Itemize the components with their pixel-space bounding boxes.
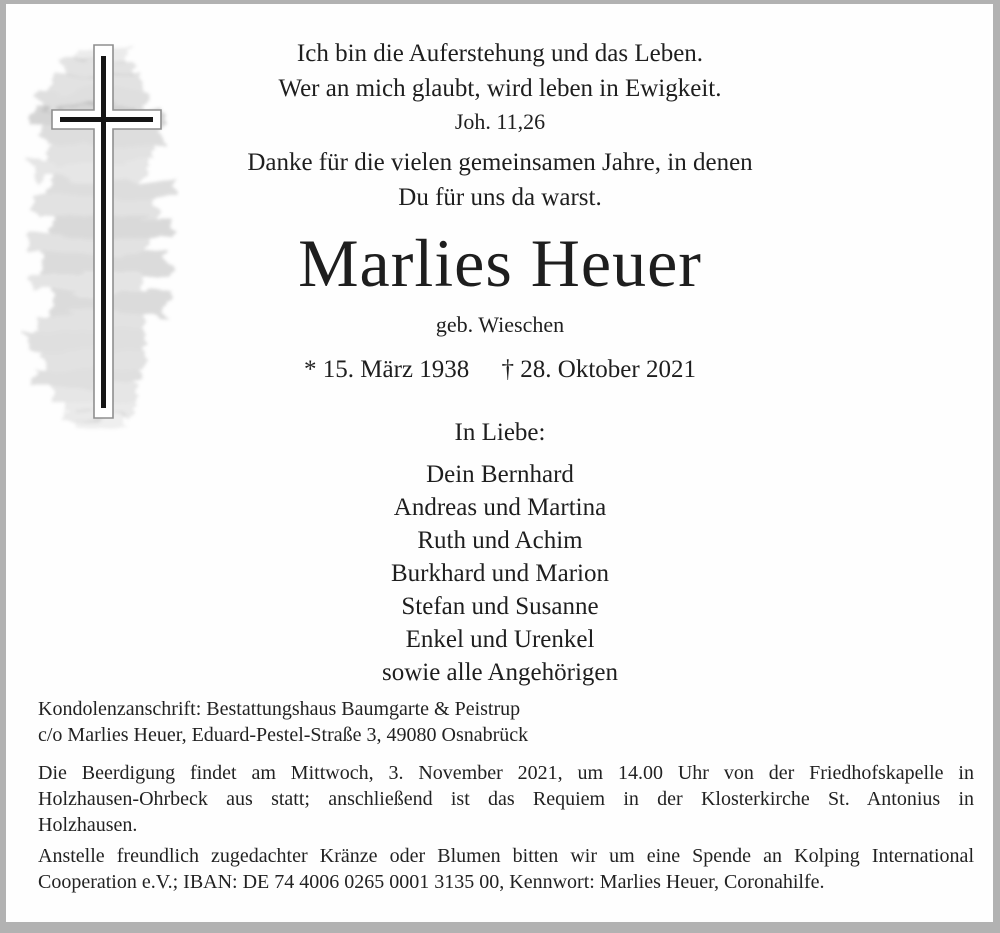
mourners-list bbox=[0, 458, 1000, 689]
scripture-reference: Joh. 11,26 bbox=[454, 109, 546, 134]
mourner-line: Burkhard und Marion bbox=[390, 560, 610, 587]
mourner-line: Stefan und Susanne bbox=[401, 593, 599, 620]
funeral-info-line: Holzhausen-Ohrbeck aus statt; anschließend ist das Requiem in der Klosterkirche St. Antonius in bbox=[38, 788, 974, 810]
gratitude-line: Du für uns da warst. bbox=[398, 184, 602, 211]
notice-center-column bbox=[0, 36, 1000, 689]
deceased-name: Marlies Heuer bbox=[298, 225, 702, 301]
mourners-heading: In Liebe: bbox=[454, 419, 546, 446]
condolence-address-line: c/o Marlies Heuer, Eduard-Pestel-Straße 3, 49080 Osnabrück bbox=[38, 724, 529, 746]
condolence-address bbox=[38, 696, 974, 748]
birth-date: * 15. März 1938 bbox=[304, 356, 470, 383]
mourner-line: Ruth und Achim bbox=[417, 527, 583, 554]
funeral-info-line: Die Beerdigung findet am Mittwoch, 3. November 2021, um 14.00 Uhr von der Friedhofskapelle in bbox=[38, 762, 974, 784]
funeral-info-line: Holzhausen. bbox=[38, 814, 138, 836]
donation-info-line: Cooperation e.V.; IBAN: DE 74 4006 0265 0001 3135 00, Kennwort: Marlies Heuer, Coronahilfe. bbox=[38, 871, 825, 893]
donation-info-line: Anstelle freundlich zugedachter Kränze oder Blumen bitten wir um eine Spende an Kolping International bbox=[38, 845, 974, 867]
mourner-line: Enkel und Urenkel bbox=[405, 626, 595, 653]
mourner-line: Dein Bernhard bbox=[426, 461, 574, 488]
life-dates bbox=[0, 352, 1000, 387]
gratitude-block bbox=[0, 145, 1000, 215]
condolence-address-line: Kondolenzanschrift: Bestattungshaus Baumgarte & Peistrup bbox=[38, 698, 521, 720]
mourner-line: sowie alle Angehörigen bbox=[381, 659, 619, 686]
donation-info bbox=[38, 843, 974, 895]
maiden-name: geb. Wieschen bbox=[435, 312, 565, 337]
gratitude-line: Danke für die vielen gemeinsamen Jahre, in denen bbox=[247, 149, 753, 176]
mourner-line: Andreas und Martina bbox=[393, 494, 607, 521]
scripture-line: Ich bin die Auferstehung und das Leben. bbox=[296, 40, 704, 67]
funeral-info bbox=[38, 760, 974, 838]
death-date: † 28. Oktober 2021 bbox=[501, 356, 696, 383]
scripture-line: Wer an mich glaubt, wird leben in Ewigkeit. bbox=[278, 75, 722, 102]
